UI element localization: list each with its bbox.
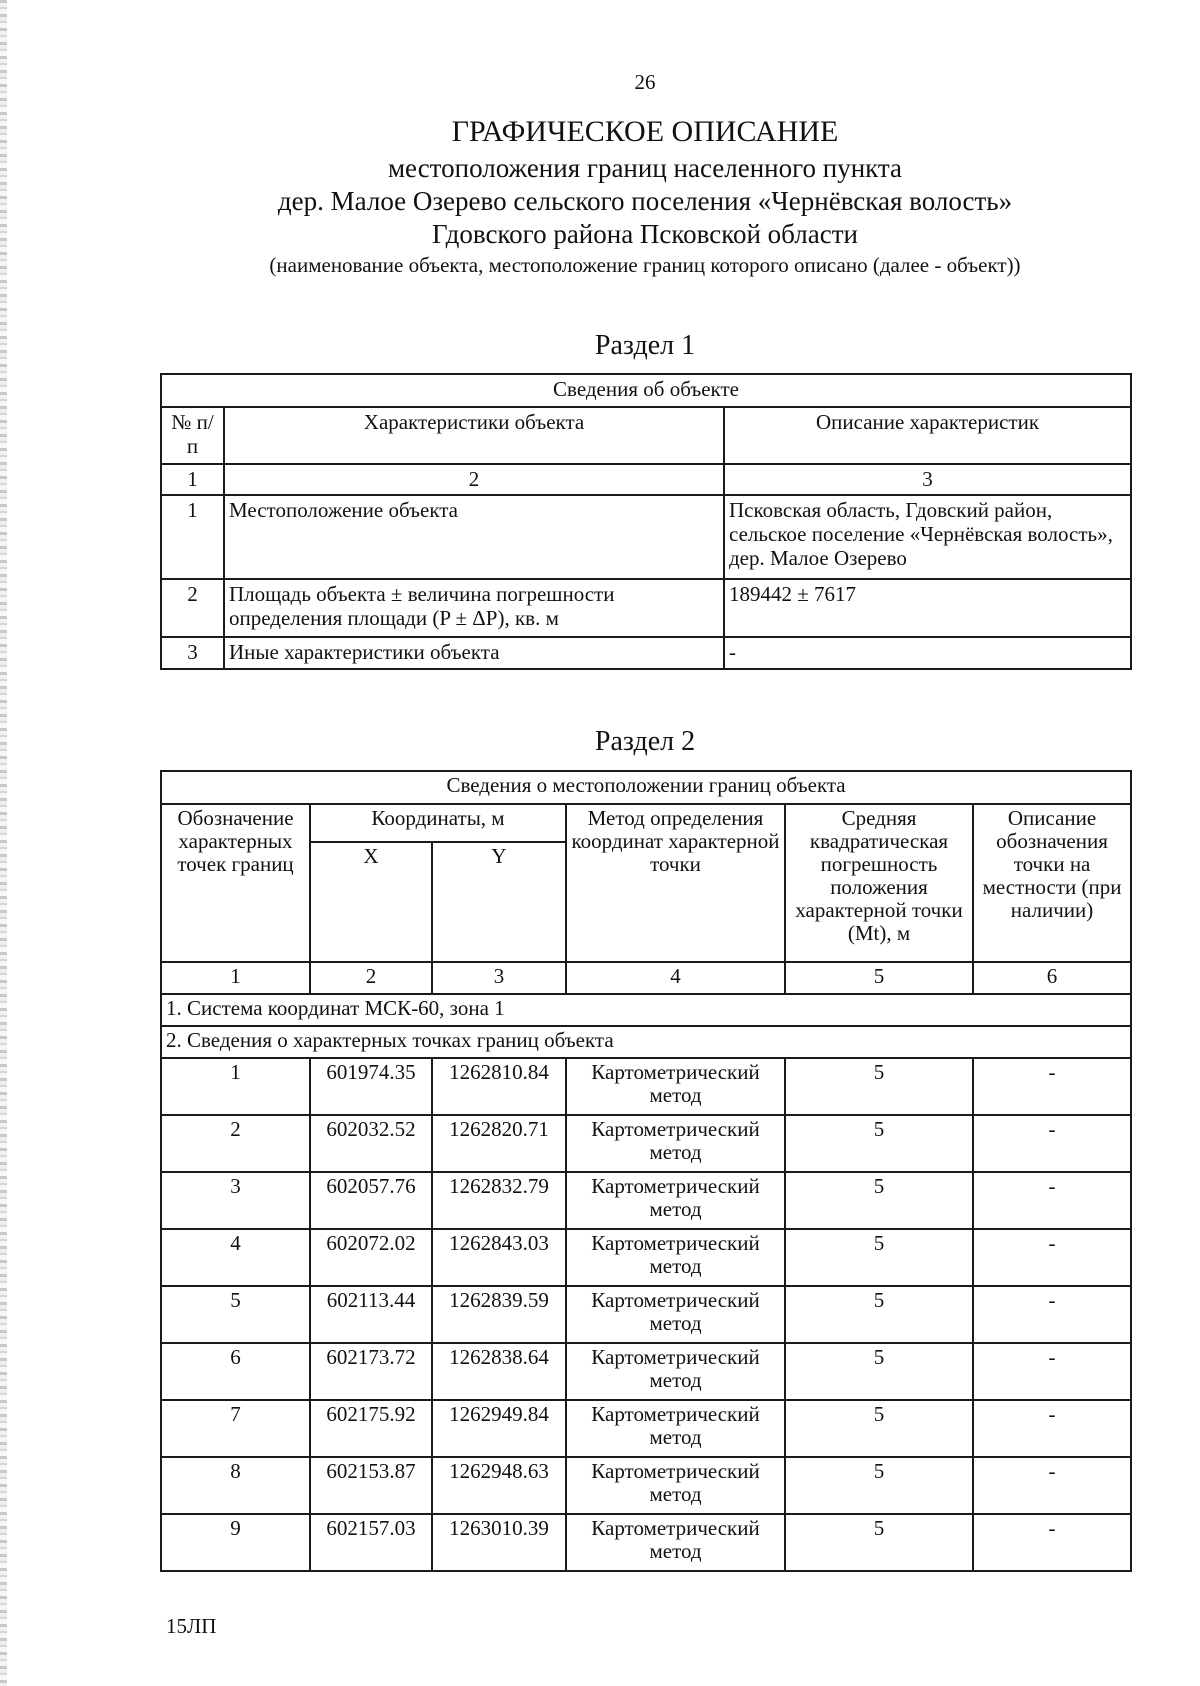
point-y: 1262820.71	[432, 1115, 566, 1172]
coord-system-row: 1. Система координат МСК-60, зона 1	[161, 994, 1131, 1026]
point-y: 1263010.39	[432, 1514, 566, 1571]
page-number: 26	[634, 70, 656, 94]
index-cell: 1	[161, 962, 310, 994]
header-x: X	[310, 842, 432, 962]
point-number: 1	[161, 1058, 310, 1115]
index-cell: 4	[566, 962, 785, 994]
point-number: 3	[161, 1172, 310, 1229]
point-desc: -	[973, 1172, 1131, 1229]
index-cell: 3	[724, 464, 1131, 495]
point-y: 1262832.79	[432, 1172, 566, 1229]
table-row	[161, 1400, 1131, 1457]
point-x: 602153.87	[310, 1457, 432, 1514]
table1-caption: Сведения об объекте	[161, 374, 1131, 407]
point-mt: 5	[785, 1115, 973, 1172]
point-x: 602175.92	[310, 1400, 432, 1457]
table-row	[161, 637, 1131, 669]
section1-heading: Раздел 1	[594, 330, 696, 361]
point-x: 602032.52	[310, 1115, 432, 1172]
title-line-3: Гдовского района Псковской области	[432, 219, 858, 249]
point-x: 602157.03	[310, 1514, 432, 1571]
row-num: 1	[161, 495, 224, 579]
index-cell: 2	[224, 464, 724, 495]
point-number: 8	[161, 1457, 310, 1514]
index-cell: 2	[310, 962, 432, 994]
point-mt: 5	[785, 1058, 973, 1115]
row-num: 2	[161, 579, 224, 637]
point-method: Картометрический метод	[566, 1058, 785, 1115]
point-method: Картометрический метод	[566, 1343, 785, 1400]
footer-code: 15ЛП	[166, 1614, 217, 1638]
index-cell: 3	[432, 962, 566, 994]
point-mt: 5	[785, 1400, 973, 1457]
point-number: 5	[161, 1286, 310, 1343]
header-method: Метод определения координат характерной точки	[566, 804, 785, 962]
header-point: Обозначение характерных точек границ	[161, 804, 310, 962]
point-x: 601974.35	[310, 1058, 432, 1115]
document-title	[200, 112, 1090, 279]
row-characteristic: Площадь объекта ± величина погрешности определения площади (P ± ΔP), кв. м	[224, 579, 724, 637]
point-mt: 5	[785, 1514, 973, 1571]
point-y: 1262843.03	[432, 1229, 566, 1286]
point-y: 1262949.84	[432, 1400, 566, 1457]
header-characteristics: Характеристики объекта	[224, 407, 724, 464]
point-y: 1262810.84	[432, 1058, 566, 1115]
row-characteristic: Местоположение объекта	[224, 495, 724, 579]
header-desc: Описание обозначения точки на местности (при наличии)	[973, 804, 1131, 962]
point-number: 7	[161, 1400, 310, 1457]
header-error: Средняя квадратическая погрешность положения характерной точки (Mt), м	[785, 804, 973, 962]
point-desc: -	[973, 1400, 1131, 1457]
point-method: Картометрический метод	[566, 1514, 785, 1571]
section2-heading: Раздел 2	[594, 726, 696, 757]
header-coords: Координаты, м	[310, 804, 566, 842]
point-x: 602173.72	[310, 1343, 432, 1400]
point-method: Картометрический метод	[566, 1172, 785, 1229]
header-description: Описание характеристик	[724, 407, 1131, 464]
point-method: Картометрический метод	[566, 1115, 785, 1172]
point-number: 6	[161, 1343, 310, 1400]
point-desc: -	[973, 1343, 1131, 1400]
row-description: 189442 ± 7617	[724, 579, 1131, 637]
point-desc: -	[973, 1286, 1131, 1343]
title-line-1: местоположения границ населенного пункта	[387, 153, 903, 183]
point-mt: 5	[785, 1229, 973, 1286]
header-y: Y	[432, 842, 566, 962]
table-row	[161, 1229, 1131, 1286]
table-row	[161, 1286, 1131, 1343]
table-row	[161, 1058, 1131, 1115]
object-info-table	[160, 373, 1132, 670]
point-x: 602113.44	[310, 1286, 432, 1343]
table-row	[161, 1343, 1131, 1400]
point-mt: 5	[785, 1172, 973, 1229]
point-desc: -	[973, 1058, 1131, 1115]
point-y: 1262839.59	[432, 1286, 566, 1343]
point-desc: -	[973, 1514, 1131, 1571]
point-number: 2	[161, 1115, 310, 1172]
index-cell: 6	[973, 962, 1131, 994]
point-method: Картометрический метод	[566, 1400, 785, 1457]
point-method: Картометрический метод	[566, 1286, 785, 1343]
index-cell: 5	[785, 962, 973, 994]
index-cell: 1	[161, 464, 224, 495]
table-row	[161, 579, 1131, 637]
table-row	[161, 1172, 1131, 1229]
point-x: 602057.76	[310, 1172, 432, 1229]
title-main: ГРАФИЧЕСКОЕ ОПИСАНИЕ	[451, 115, 839, 148]
point-number: 4	[161, 1229, 310, 1286]
title-note: (наименование объекта, местоположение границ которого описано (далее - объект))	[269, 253, 1021, 277]
point-y: 1262948.63	[432, 1457, 566, 1514]
row-description: Псковская область, Гдовский район, сельское поселение «Чернёвская волость», дер. Малое Озерево	[724, 495, 1131, 579]
point-number: 9	[161, 1514, 310, 1571]
point-x: 602072.02	[310, 1229, 432, 1286]
table-row	[161, 495, 1131, 579]
table-row	[161, 1115, 1131, 1172]
point-method: Картометрический метод	[566, 1457, 785, 1514]
point-mt: 5	[785, 1457, 973, 1514]
point-mt: 5	[785, 1286, 973, 1343]
title-line-2: дер. Малое Озерево сельского поселения «Чернёвская волость»	[277, 186, 1013, 216]
table-row	[161, 1457, 1131, 1514]
boundary-points-table	[160, 770, 1132, 1572]
row-num: 3	[161, 637, 224, 669]
point-desc: -	[973, 1115, 1131, 1172]
table2-caption: Сведения о местоположении границ объекта	[161, 771, 1131, 804]
point-desc: -	[973, 1229, 1131, 1286]
row-characteristic: Иные характеристики объекта	[224, 637, 724, 669]
point-mt: 5	[785, 1343, 973, 1400]
point-y: 1262838.64	[432, 1343, 566, 1400]
table-row	[161, 1514, 1131, 1571]
point-method: Картометрический метод	[566, 1229, 785, 1286]
point-desc: -	[973, 1457, 1131, 1514]
points-caption-row: 2. Сведения о характерных точках границ объекта	[161, 1026, 1131, 1058]
header-num: № п/п	[161, 407, 224, 464]
row-description: -	[724, 637, 1131, 669]
scan-edge	[0, 0, 7, 1686]
